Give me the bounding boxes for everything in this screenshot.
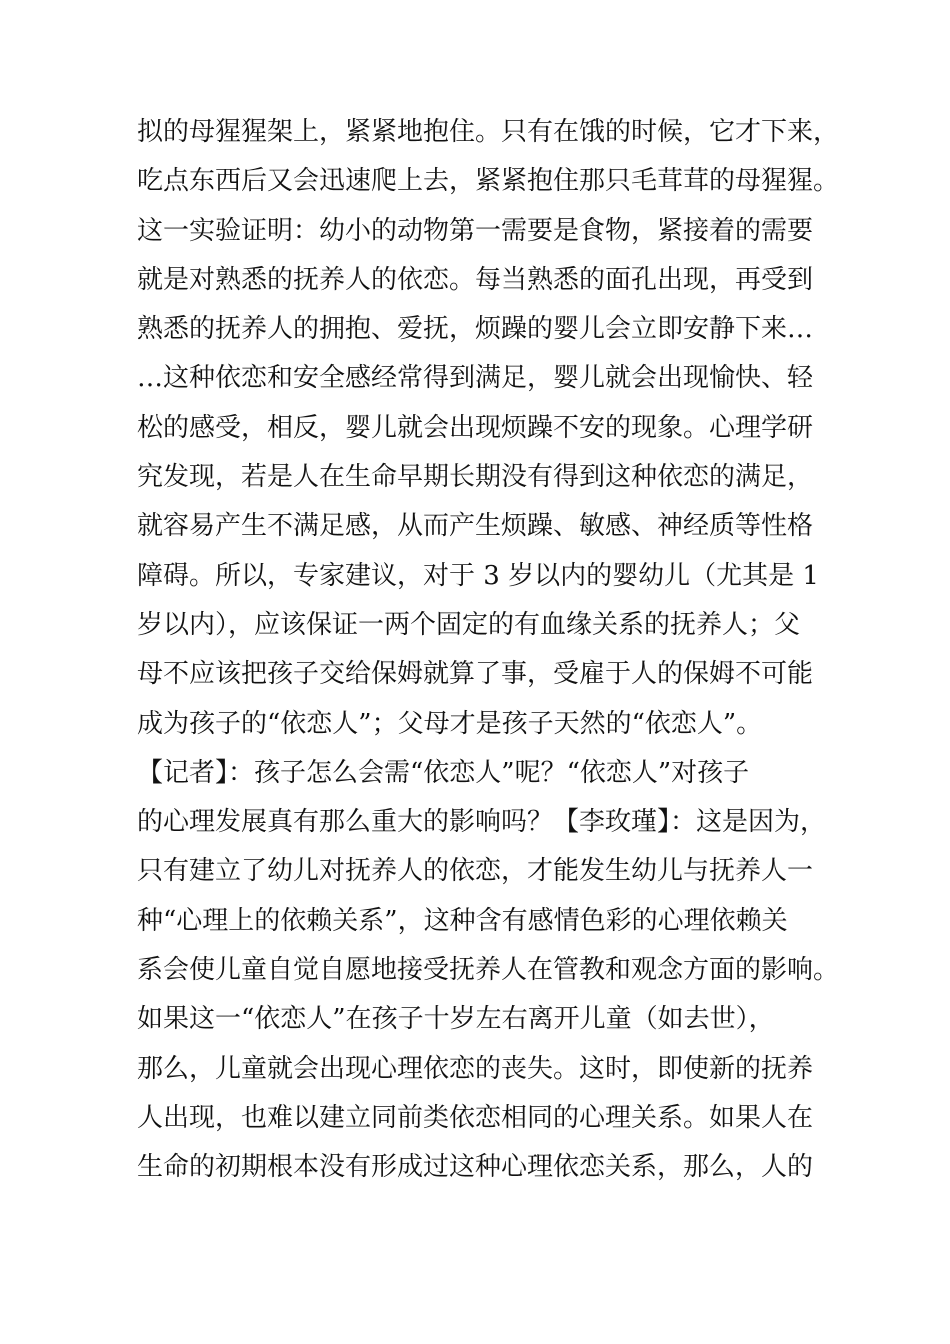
text-line: 成为孩子的“依恋人”；父母才是孩子天然的“依恋人”。 xyxy=(137,708,763,739)
text-line: 只有建立了幼儿对抚养人的依恋，才能发生幼儿与抚养人一 xyxy=(137,856,814,887)
text-line: 母不应该把孩子交给保姆就算了事，受雇于人的保姆不可能 xyxy=(137,659,814,690)
text-line: 种“心理上的依赖关系”，这种含有感情色彩的心理依赖关 xyxy=(137,905,788,936)
text-line: 人出现，也难以建立同前类依恋相同的心理关系。如果人在 xyxy=(137,1102,814,1133)
text-line: 【记者】：孩子怎么会需“依恋人”呢？“依恋人”对孩子 xyxy=(137,757,750,788)
text-line: 这一实验证明：幼小的动物第一需要是食物，紧接着的需要 xyxy=(137,215,814,246)
text-line: …这种依恋和安全感经常得到满足，婴儿就会出现愉快、轻 xyxy=(137,363,814,394)
text-line: 就容易产生不满足感，从而产生烦躁、敏感、神经质等性格 xyxy=(137,511,814,542)
text-line: 熟悉的抚养人的拥抱、爱抚，烦躁的婴儿会立即安静下来… xyxy=(137,314,814,345)
text-line: 拟的母猩猩架上，紧紧地抱住。只有在饿的时候，它才下来， xyxy=(137,117,840,147)
text-line: 障碍。所以，专家建议，对于 3 岁以内的婴幼儿（尤其是 1 xyxy=(137,560,819,591)
text-line: 生命的初期根本没有形成过这种心理依恋关系，那么，人的 xyxy=(137,1152,814,1183)
text-line: 究发现，若是人在生命早期长期没有得到这种依恋的满足， xyxy=(137,462,814,493)
body-text xyxy=(137,108,840,1193)
text-line: 那么，儿童就会出现心理依恋的丧失。这时，即使新的抚养 xyxy=(137,1053,814,1084)
text-line: 就是对熟悉的抚养人的依恋。每当熟悉的面孔出现，再受到 xyxy=(137,264,814,295)
text-line: 吃点东西后又会迅速爬上去，紧紧抱住那只毛茸茸的母猩猩。 xyxy=(137,166,840,197)
text-line: 如果这一“依恋人”在孩子十岁左右离开儿童（如去世）， xyxy=(137,1004,775,1035)
text-line: 系会使儿童自觉自愿地接受抚养人在管教和观念方面的影响。 xyxy=(137,955,840,986)
text-line: 的心理发展真有那么重大的影响吗？【李玫瑾】：这是因为， xyxy=(137,807,827,838)
text-line: 松的感受，相反，婴儿就会出现烦躁不安的现象。心理学研 xyxy=(137,412,814,443)
text-line: 岁以内），应该保证一两个固定的有血缘关系的抚养人；父 xyxy=(137,609,801,640)
